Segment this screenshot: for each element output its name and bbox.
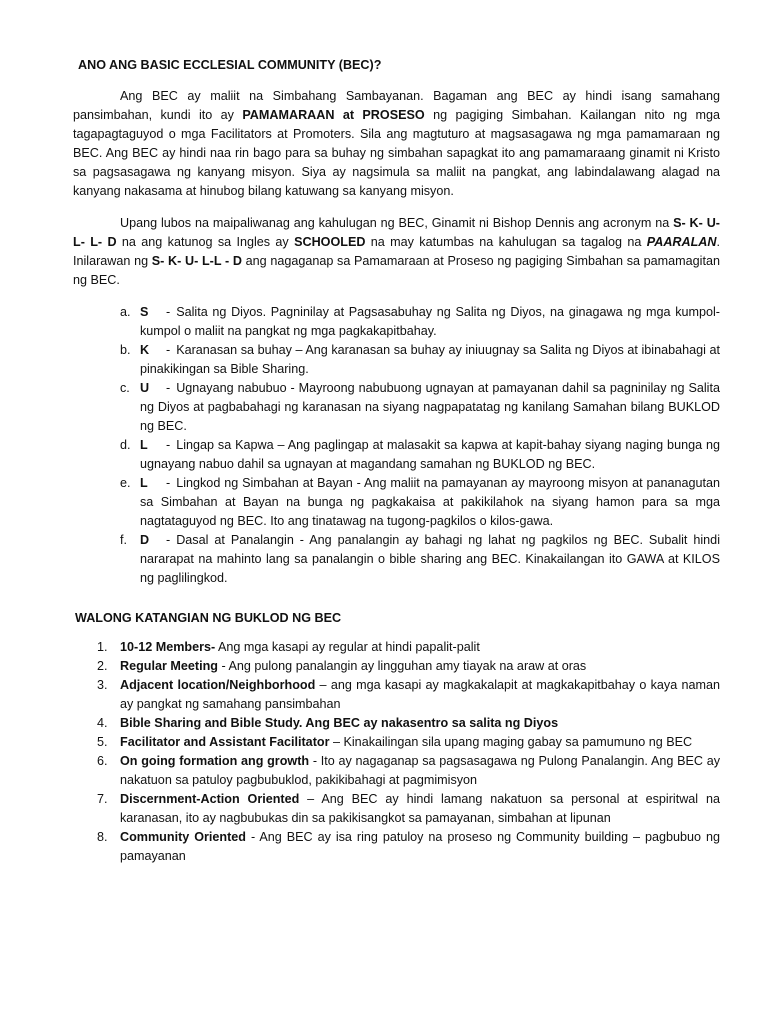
para1-text-c: ng pagiging Simbahan. Kailangan nito ng mga tagapagtaguyod o mga Facilitators at Promoters. Sila ang magtuturo at magsasagawa ng mga pamamaraan ng BEC. Ang BEC ay hindi naa rin bago para sa buhay ng simbahan sapagkat ito ang pamamaraang ginamit ni Kristo sa pagsasagawa ng kanyang misyon. Siya ay nagsimula sa maliit na pangkat, ang labindalawang alagad na kanyang nakasama at hinubog bilang katuwang sa kanyang misyon. xyxy=(73,108,721,198)
para1-text-a: Ang BEC ay maliit na Simbahang Sambayanan. Bagaman ang BEC ay hindi isang samahang pansimbahan, kundi ito ay xyxy=(73,89,720,122)
list-item: e. L - Lingkod ng Simbahan at Bayan - Ang maliit na pamayanan ay mayroong misyon at pananagutan sa Simbahan at Bayan na bunga ng pagkakaisa at pakikilahok na siyang hamon para sa mga nagtataguyod ng BEC. Ito ang tinatawag na tugong-pagkilos o kilos-gawa. xyxy=(120,476,720,528)
list-marker: d. xyxy=(120,438,131,452)
list-item xyxy=(97,733,720,752)
heading-bec: ANO ANG BASIC ECCLESIAL COMMUNITY (BEC)? xyxy=(78,58,382,72)
item-text: – Kinakailingan sila upang maging gabay sa pamumuno ng BEC xyxy=(329,735,693,749)
acronym-letter: S xyxy=(140,305,149,319)
list-number: 5. xyxy=(97,735,108,749)
list-item xyxy=(97,714,720,733)
list-item-text: Lingap sa Kapwa – Ang paglingap at malasakit sa kapwa at kapit-bahay siyang naging bunga ng ugnayang nabuo dahil sa ugnayan at magandang samahan ng BUKLOD ng BEC. xyxy=(140,438,720,471)
list-item xyxy=(97,676,720,714)
item-text: Ang mga kasapi ay regular at hindi papalit-palit xyxy=(215,640,480,654)
list-marker: b. xyxy=(120,343,131,357)
acronym-letter: U xyxy=(140,381,150,395)
item-text: – Ang BEC ay hindi lamang nakatuon sa personal at espiritwal na karanasan, ito ay nagbubukas din sa pakikisangkot sa pamayanan, simbahan at lipunan xyxy=(120,792,720,825)
item-text: - Ang BEC ay isa ring patuloy na proseso ng Community building – pagbubuo ng pamayanan xyxy=(120,830,720,863)
list-number: 3. xyxy=(97,678,108,692)
list-item: a. S - Salita ng Diyos. Pagninilay at Pagsasabuhay ng Salita ng Diyos, na ginagawa ng mga kumpol-kumpol o maliit na pangkat ng mga pagkakapitbahay. xyxy=(120,305,720,338)
list-item: b. K - Karanasan sa buhay – Ang karanasan sa buhay ay iniuugnay sa Salita ng Diyos at ibinabahagi at pinakikingan sa Bible Sharing. xyxy=(120,343,720,376)
list-number: 2. xyxy=(97,659,108,673)
paragraph-skulld xyxy=(73,214,720,290)
item-heading: Community Oriented xyxy=(120,830,246,844)
para2-text-d: na may katumbas na kahulugan sa tagalog na xyxy=(365,235,647,249)
para2-bold-acronym-2: S- K- U- L-L - D xyxy=(151,254,242,268)
list-number: 8. xyxy=(97,830,108,844)
list-item-text: Lingkod ng Simbahan at Bayan - Ang maliit na pamayanan ay mayroong misyon at pananagutan sa Simbahan at Bayan na bunga ng pagkakaisa at pakikilahok na siyang hamon para sa mga nagtataguyod ng BEC. Ito ang tinatawag na tugong-pagkilos o kilos-gawa. xyxy=(140,476,720,528)
item-text: – ang mga kasapi ay magkakalapit at magkakapitbahay o kaya naman ay pangkat ng samahang pansimbahan xyxy=(120,678,720,711)
list-number: 6. xyxy=(97,754,108,768)
list-item xyxy=(97,657,720,676)
list-item xyxy=(97,790,720,828)
heading-katangian: WALONG KATANGIAN NG BUKLOD NG BEC xyxy=(75,611,342,625)
para2-text-e: . Inilarawan ng xyxy=(73,235,720,268)
list-marker: f. xyxy=(120,533,127,547)
para1-bold-pamamaraan: PAMAMARAAN at PROSESO xyxy=(242,108,425,122)
acronym-letter: L xyxy=(140,476,148,490)
para2-bold-schooled: SCHOOLED xyxy=(294,235,366,249)
para2-bold-acronym: S- K- U- L- L- D xyxy=(73,216,720,249)
item-heading: Facilitator and Assistant Facilitator xyxy=(120,735,330,749)
list-item-text: Dasal at Panalangin - Ang panalangin ay bahagi ng lahat ng pagkilos ng BEC. Subalit hindi nararapat na mahinto lang sa panalangin o bible sharing ang BEC. Kinakailangan ito GAWA at KILOS ng paglilingkod. xyxy=(140,533,720,585)
list-number: 7. xyxy=(97,792,108,806)
item-heading: Bible Sharing and Bible Study. Ang BEC ay nakasentro sa salita ng Diyos xyxy=(120,716,559,730)
list-item: f. D - Dasal at Panalangin - Ang panalangin ay bahagi ng lahat ng pagkilos ng BEC. Subalit hindi nararapat na mahinto lang sa panalangin o bible sharing ang BEC. Kinakailangan ito GAWA at KILOS ng paglilingkod. xyxy=(120,533,720,585)
skulld-list xyxy=(73,303,720,588)
list-marker: e. xyxy=(120,476,131,490)
acronym-letter: D xyxy=(140,533,150,547)
acronym-letter: K xyxy=(140,343,150,357)
list-number: 1. xyxy=(97,640,108,654)
list-item: d. L - Lingap sa Kapwa – Ang paglingap at malasakit sa kapwa at kapit-bahay siyang naging bunga ng ugnayang nabuo dahil sa ugnayan at magandang samahan ng BUKLOD ng BEC. xyxy=(120,438,720,471)
item-text: - Ang pulong panalangin ay lingguhan amy tiayak na araw at oras xyxy=(217,659,587,673)
item-heading: On going formation ang growth xyxy=(120,754,310,768)
paragraph-bec-definition xyxy=(73,87,720,201)
list-item-text: Salita ng Diyos. Pagninilay at Pagsasabuhay ng Salita ng Diyos, na ginagawa ng mga kumpol-kumpol o maliit na pangkat ng mga pagkakapitbahay. xyxy=(140,305,720,338)
list-item xyxy=(97,752,720,790)
item-text: - Ito ay nagaganap sa pagsasagawa ng Pulong Panalangin. Ang BEC ay nakatuon sa patuloy pagbubuklod, pakikibahagi at pagmimisyon xyxy=(120,754,720,787)
katangian-list xyxy=(73,638,720,866)
item-heading: 10-12 Members- xyxy=(120,640,216,654)
para2-text-f: ang nagaganap sa Pamamaraan at Proseso ng pagiging Simbahan sa pamamagitan ng BEC. xyxy=(73,254,720,287)
list-item xyxy=(97,638,720,657)
para2-text-c: na ang katunog sa Ingles ay xyxy=(116,235,295,249)
list-item-text: Karanasan sa buhay – Ang karanasan sa buhay ay iniuugnay sa Salita ng Diyos at ibinabahagi at pinakikingan sa Bible Sharing. xyxy=(140,343,720,376)
list-marker: a. xyxy=(120,305,131,319)
item-heading: Discernment-Action Oriented xyxy=(120,792,300,806)
item-heading: Regular Meeting xyxy=(120,659,218,673)
para2-text-a: Upang lubos na maipaliwanag ang kahulugan ng BEC, Ginamit ni Bishop Dennis ang acronym na xyxy=(120,216,674,230)
list-item: c. U - Ugnayang nabubuo - Mayroong nabubuong ugnayan at pamayanan dahil sa pagninilay ng Salita ng Diyos at pagbabahagi ng karanasan na siyang nagpapatatag ng kanilang Samahan bilang BUKLOD ng BEC. xyxy=(120,381,720,433)
item-heading: Adjacent location/Neighborhood xyxy=(120,678,316,692)
list-marker: c. xyxy=(120,381,130,395)
list-number: 4. xyxy=(97,716,108,730)
list-item-text: Ugnayang nabubuo - Mayroong nabubuong ugnayan at pamayanan dahil sa pagninilay ng Salita ng Diyos at pagbabahagi ng karanasan na siyang nagpapatatag ng kanilang Samahan bilang BUKLOD ng BEC. xyxy=(140,381,720,433)
acronym-letter: L xyxy=(140,438,148,452)
para2-italic-paaralan: PAARALAN xyxy=(646,235,717,249)
list-item xyxy=(97,828,720,866)
